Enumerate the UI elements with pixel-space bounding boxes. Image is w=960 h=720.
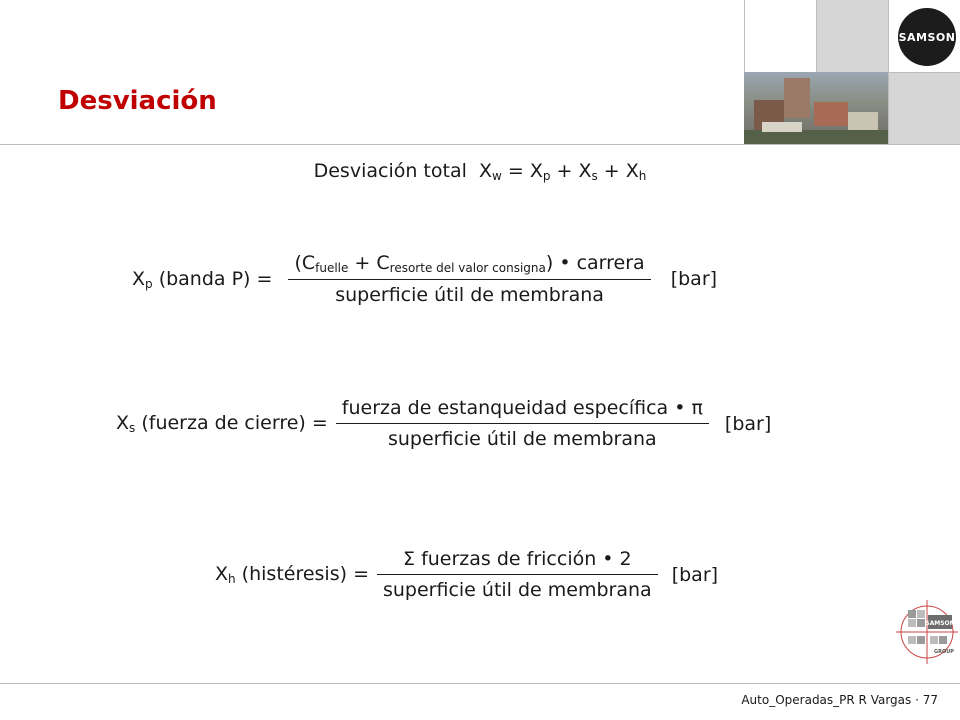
xp-numerator bbox=[288, 252, 650, 275]
xs-fraction-bar bbox=[336, 423, 709, 424]
xh-fraction-bar bbox=[377, 574, 658, 575]
total-plus2: + X bbox=[597, 160, 639, 182]
svg-text:GROUP: GROUP bbox=[934, 649, 954, 655]
samson-group-logo bbox=[896, 600, 958, 664]
xp-num-sub1: fuelle bbox=[315, 261, 349, 275]
header-gray-block bbox=[817, 0, 888, 72]
total-x: X bbox=[478, 160, 492, 182]
xs-left-rest: (fuerza de cierre) = bbox=[135, 412, 328, 434]
xh-numerator: Σ fuerzas de fricción • 2 bbox=[403, 548, 632, 570]
total-deviation-formula bbox=[0, 160, 960, 183]
samson-logo bbox=[898, 8, 956, 66]
footer-divider bbox=[0, 683, 960, 684]
xp-num-sub2: resorte del valor consigna bbox=[389, 261, 546, 275]
total-eq: = X bbox=[501, 160, 543, 182]
total-plus1: + X bbox=[550, 160, 592, 182]
footer-text: Auto_Operadas_PR R Vargas · 77 bbox=[741, 693, 938, 707]
xp-unit: [bar] bbox=[670, 268, 718, 290]
total-label: Desviación total bbox=[313, 160, 467, 182]
xp-left bbox=[132, 268, 272, 291]
xs-left bbox=[116, 412, 328, 435]
xs-left-sub: s bbox=[129, 421, 136, 435]
xs-left-x: X bbox=[116, 412, 130, 434]
total-sub-w: w bbox=[492, 169, 502, 183]
xh-left-x: X bbox=[215, 563, 229, 585]
industrial-site-photo bbox=[744, 72, 888, 144]
xp-formula bbox=[132, 252, 717, 306]
xh-fraction bbox=[377, 548, 658, 601]
xs-formula bbox=[116, 397, 771, 450]
xs-numerator: fuerza de estanqueidad específica • π bbox=[341, 397, 703, 419]
samson-logo-text: SAMSON bbox=[898, 30, 956, 44]
xp-fraction bbox=[288, 252, 650, 306]
xh-denominator: superficie útil de membrana bbox=[382, 579, 652, 601]
page-title: Desviación bbox=[58, 86, 217, 116]
xp-denominator: superficie útil de membrana bbox=[335, 284, 604, 306]
xh-unit: [bar] bbox=[671, 563, 719, 586]
total-sub-s: s bbox=[591, 169, 598, 183]
xs-unit: [bar] bbox=[724, 412, 772, 435]
xs-denominator: superficie útil de membrana bbox=[387, 428, 657, 450]
xp-fraction-bar bbox=[288, 279, 650, 280]
xp-num-open: (C bbox=[294, 252, 316, 274]
xh-left-sub: h bbox=[228, 572, 236, 586]
total-sub-h: h bbox=[638, 169, 647, 183]
xp-left-x: X bbox=[132, 267, 146, 290]
xh-left bbox=[215, 563, 369, 586]
xh-formula bbox=[215, 548, 718, 601]
xp-num-plus: + C bbox=[348, 252, 390, 274]
svg-text:SAMSON: SAMSON bbox=[925, 620, 955, 627]
header-divider bbox=[0, 144, 960, 145]
xs-fraction bbox=[336, 397, 709, 450]
xp-left-rest: (banda P) = bbox=[152, 267, 273, 290]
xp-num-close: ) bbox=[545, 252, 554, 274]
total-sub-p: p bbox=[542, 169, 551, 183]
xp-num-tail: • carrera bbox=[553, 252, 645, 274]
header-gray-block bbox=[889, 73, 960, 144]
xh-left-rest: (histéresis) = bbox=[235, 563, 369, 585]
xp-left-sub: p bbox=[145, 276, 153, 291]
